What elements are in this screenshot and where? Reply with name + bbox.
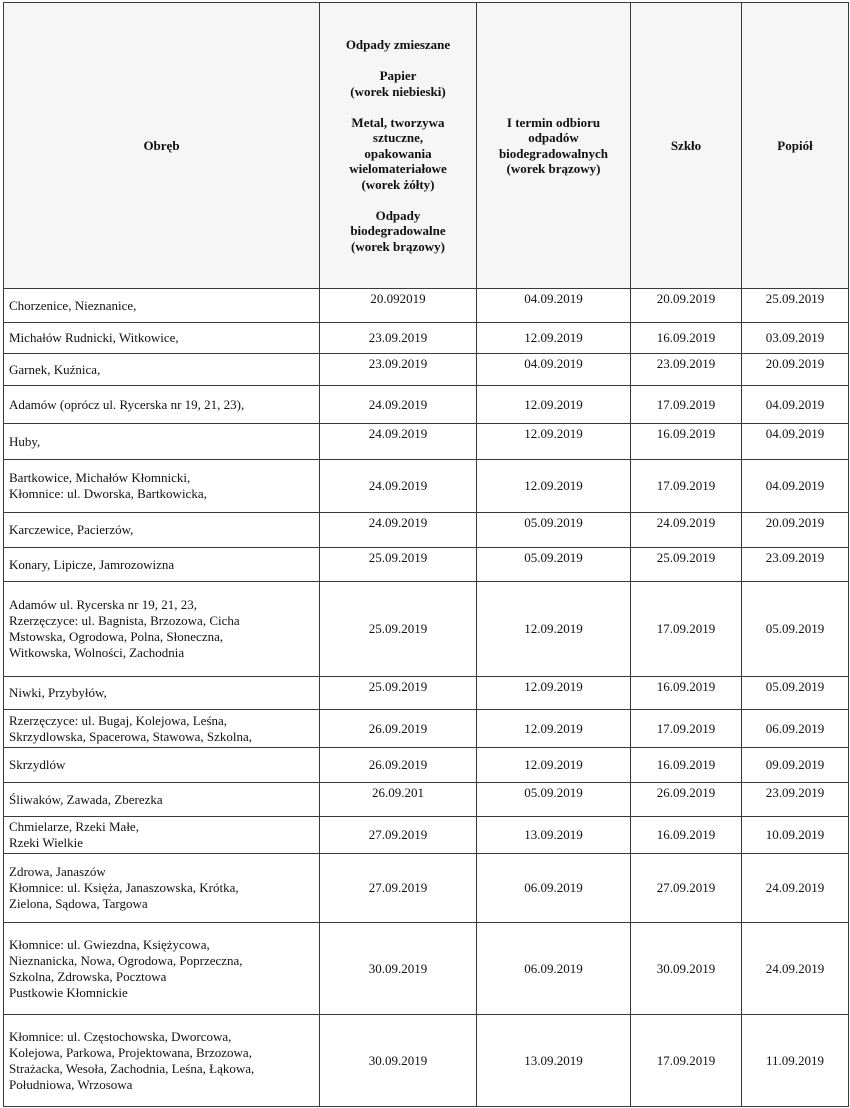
ash-date: 25.09.2019 [742,289,849,323]
ash-date: 06.09.2019 [742,710,849,748]
ash-date: 23.09.2019 [742,548,849,582]
biodegradable-date: 12.09.2019 [477,582,631,677]
area-cell: Konary, Lipicze, Jamrozowizna [4,548,320,582]
biodegradable-date: 12.09.2019 [477,460,631,513]
mixed-waste-date: 26.09.201 [320,783,477,817]
mixed-waste-date: 26.09.2019 [320,710,477,748]
area-cell: Chmielarze, Rzeki Małe, Rzeki Wielkie [4,817,320,854]
glass-date: 17.09.2019 [631,460,742,513]
area-cell: Skrzydlów [4,748,320,783]
header-area: Obręb [4,3,320,289]
glass-date: 16.09.2019 [631,817,742,854]
table-row [4,386,849,424]
table-row [4,748,849,783]
area-cell: Kłomnice: ul. Częstochowska, Dworcowa, Kolejowa, Parkowa, Projektowana, Brzozowa, Strażacka, Wesoła, Zachodnia, Leśna, Łąkowa, Południowa, Wrzosowa [4,1015,320,1107]
biodegradable-date: 05.09.2019 [477,783,631,817]
table-row [4,582,849,677]
mixed-waste-date: 26.09.2019 [320,748,477,783]
mixed-waste-date: 23.09.2019 [320,323,477,354]
biodegradable-date: 04.09.2019 [477,289,631,323]
header-mixed-waste: Odpady zmieszane Papier (worek niebieski) Metal, tworzywa sztuczne, opakowania wielomateriałowe (worek żółty) Odpady biodegradowalne (worek brązowy) [320,3,477,289]
glass-date: 25.09.2019 [631,548,742,582]
area-cell: Garnek, Kuźnica, [4,354,320,386]
table-row [4,854,849,923]
collection-schedule-table [3,2,849,1107]
biodegradable-date: 06.09.2019 [477,854,631,923]
area-cell: Rzerzęczyce: ul. Bugaj, Kolejowa, Leśna, Skrzydlowska, Spacerowa, Stawowa, Szkolna, [4,710,320,748]
glass-date: 27.09.2019 [631,854,742,923]
header-glass: Szkło [631,3,742,289]
glass-date: 17.09.2019 [631,386,742,424]
ash-date: 24.09.2019 [742,923,849,1015]
mixed-waste-date: 25.09.2019 [320,548,477,582]
glass-date: 24.09.2019 [631,513,742,548]
area-cell: Chorzenice, Nieznanice, [4,289,320,323]
ash-date: 24.09.2019 [742,854,849,923]
ash-date: 10.09.2019 [742,817,849,854]
biodegradable-date: 12.09.2019 [477,710,631,748]
header-row [4,3,849,289]
area-cell: Karczewice, Pacierzów, [4,513,320,548]
area-cell: Śliwaków, Zawada, Zberezka [4,783,320,817]
biodegradable-date: 12.09.2019 [477,748,631,783]
table-row [4,424,849,460]
table-row [4,323,849,354]
ash-date: 09.09.2019 [742,748,849,783]
glass-date: 20.09.2019 [631,289,742,323]
biodegradable-date: 13.09.2019 [477,1015,631,1107]
glass-date: 16.09.2019 [631,677,742,710]
area-cell: Kłomnice: ul. Gwiezdna, Księżycowa, Nieznanicka, Nowa, Ogrodowa, Poprzeczna, Szkolna, Zdrowska, Pocztowa Pustkowie Kłomnickie [4,923,320,1015]
header-ash: Popiół [742,3,849,289]
mixed-waste-date: 25.09.2019 [320,677,477,710]
ash-date: 04.09.2019 [742,460,849,513]
area-cell: Adamów (oprócz ul. Rycerska nr 19, 21, 23), [4,386,320,424]
ash-date: 05.09.2019 [742,582,849,677]
biodegradable-date: 12.09.2019 [477,677,631,710]
glass-date: 16.09.2019 [631,323,742,354]
glass-date: 26.09.2019 [631,783,742,817]
table-row [4,289,849,323]
table-row [4,1015,849,1107]
ash-date: 23.09.2019 [742,783,849,817]
ash-date: 20.09.2019 [742,354,849,386]
mixed-waste-date: 27.09.2019 [320,854,477,923]
ash-date: 04.09.2019 [742,386,849,424]
ash-date: 03.09.2019 [742,323,849,354]
glass-date: 17.09.2019 [631,582,742,677]
mixed-waste-date: 25.09.2019 [320,582,477,677]
mixed-waste-date: 30.09.2019 [320,1015,477,1107]
ash-date: 11.09.2019 [742,1015,849,1107]
glass-date: 16.09.2019 [631,424,742,460]
biodegradable-date: 12.09.2019 [477,323,631,354]
header-biodegradable: I termin odbioru odpadów biodegradowalnych (worek brązowy) [477,3,631,289]
table-row [4,710,849,748]
ash-date: 20.09.2019 [742,513,849,548]
glass-date: 17.09.2019 [631,1015,742,1107]
ash-date: 04.09.2019 [742,424,849,460]
glass-date: 23.09.2019 [631,354,742,386]
biodegradable-date: 05.09.2019 [477,513,631,548]
biodegradable-date: 05.09.2019 [477,548,631,582]
table-row [4,817,849,854]
biodegradable-date: 04.09.2019 [477,354,631,386]
table-row [4,677,849,710]
area-cell: Bartkowice, Michałów Kłomnicki, Kłomnice: ul. Dworska, Bartkowicka, [4,460,320,513]
biodegradable-date: 06.09.2019 [477,923,631,1015]
table-row [4,548,849,582]
mixed-waste-date: 24.09.2019 [320,424,477,460]
glass-date: 17.09.2019 [631,710,742,748]
table-row [4,923,849,1015]
area-cell: Huby, [4,424,320,460]
area-cell: Michałów Rudnicki, Witkowice, [4,323,320,354]
mixed-waste-date: 24.09.2019 [320,386,477,424]
mixed-waste-date: 30.09.2019 [320,923,477,1015]
biodegradable-date: 13.09.2019 [477,817,631,854]
biodegradable-date: 12.09.2019 [477,386,631,424]
mixed-waste-date: 24.09.2019 [320,513,477,548]
area-cell: Niwki, Przybyłów, [4,677,320,710]
glass-date: 30.09.2019 [631,923,742,1015]
mixed-waste-date: 20.092019 [320,289,477,323]
ash-date: 05.09.2019 [742,677,849,710]
table-row [4,513,849,548]
table-row [4,354,849,386]
table-row [4,783,849,817]
mixed-waste-date: 27.09.2019 [320,817,477,854]
glass-date: 16.09.2019 [631,748,742,783]
mixed-waste-date: 23.09.2019 [320,354,477,386]
table-row [4,460,849,513]
area-cell: Zdrowa, Janaszów Kłomnice: ul. Księża, Janaszowska, Krótka, Zielona, Sądowa, Targowa [4,854,320,923]
biodegradable-date: 12.09.2019 [477,424,631,460]
mixed-waste-date: 24.09.2019 [320,460,477,513]
area-cell: Adamów ul. Rycerska nr 19, 21, 23, Rzerzęczyce: ul. Bagnista, Brzozowa, Cicha Mstowska, Ogrodowa, Polna, Słoneczna, Witkowska, Wolności, Zachodnia [4,582,320,677]
